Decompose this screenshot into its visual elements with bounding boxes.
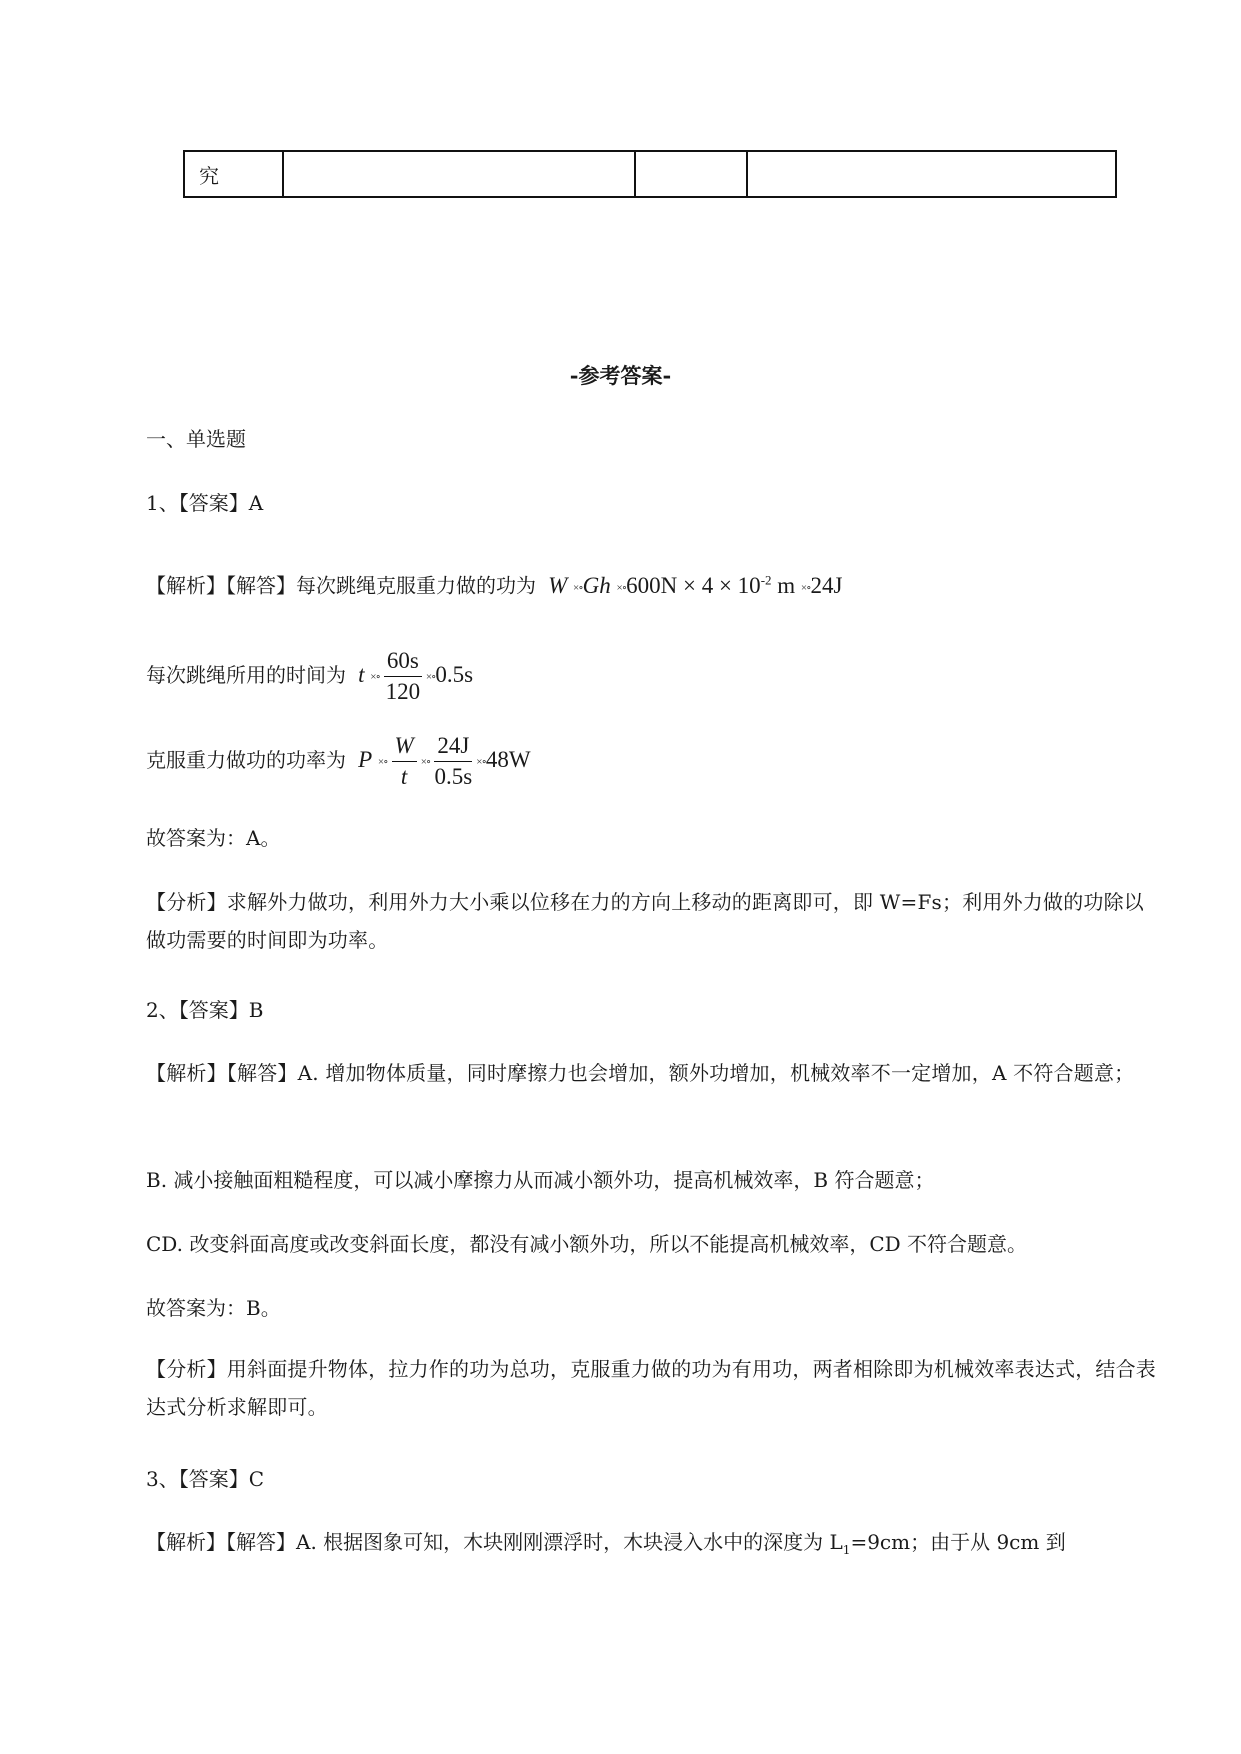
q1-time-prefix: 每次跳绳所用的时间为 bbox=[146, 663, 346, 687]
q1-work-prefix: 【解析】【解答】每次跳绳克服重力做的功为 bbox=[146, 573, 536, 598]
q1-work-equation: W ×∘Gh ×∘600N × $4 \times 10^{-2}$ m ×∘24J bbox=[548, 572, 843, 598]
q2-analysis-a: 【解析】【解答】A. 增加物体质量，同时摩擦力也会增加，额外功增加，机械效率不一定增加，A 不符合题意； bbox=[146, 1061, 1135, 1085]
q1-time-equation: t ×∘ $\frac{60s}{120}$ ×∘0.5s bbox=[358, 648, 474, 705]
q1-note: 【分析】求解外力做功，利用外力大小乘以位移在力的方向上移动的距离即可，即 W=Fs；利用外力做的功除以做功需要的时间即为功率。 bbox=[146, 890, 1145, 952]
q1-power-line bbox=[146, 725, 531, 797]
table-cell bbox=[635, 151, 747, 197]
section-heading: -参考答案- bbox=[569, 363, 672, 388]
q1-answer: 1、【答案】A bbox=[146, 491, 264, 515]
q2-analysis-b: B. 减小接触面粗糙程度，可以减小摩擦力从而减小额外功，提高机械效率，B 符合题意； bbox=[146, 1168, 935, 1192]
q1-power-prefix: 克服重力做功的功率为 bbox=[146, 748, 346, 772]
q3-answer: 3、【答案】C bbox=[146, 1467, 265, 1491]
q2-answer: 2、【答案】B bbox=[146, 998, 264, 1022]
q1-work-line bbox=[146, 566, 842, 602]
table-cell: 究 bbox=[184, 151, 283, 197]
q1-power-equation: P ×∘ $\frac{W}{t}$ ×∘ $\frac{24J}{0.5s}$ ×∘48W bbox=[358, 733, 531, 790]
q2-analysis-cd: CD. 改变斜面高度或改变斜面长度，都没有减小额外功，所以不能提高机械效率，CD 不符合题意。 bbox=[146, 1232, 1028, 1256]
table-cell bbox=[747, 151, 1116, 197]
q1-time-line bbox=[146, 640, 473, 712]
q3-analysis: 【解析】【解答】A. 根据图象可知，木块刚刚漂浮时，木块浸入水中的深度为 $L_1=9cm$；由于从 9cm 到 bbox=[146, 1530, 1066, 1557]
answer-table-fragment bbox=[183, 150, 1117, 198]
q2-note: 【分析】用斜面提升物体，拉力作的功为总功，克服重力做的功为有用功，两者相除即为机械效率表达式，结合表达式分析求解即可。 bbox=[146, 1357, 1156, 1419]
q1-conclusion: 故答案为：A。 bbox=[146, 826, 281, 850]
table-cell bbox=[283, 151, 635, 197]
section-title: 一、单选题 bbox=[146, 427, 246, 451]
q2-conclusion: 故答案为：B。 bbox=[146, 1296, 281, 1320]
